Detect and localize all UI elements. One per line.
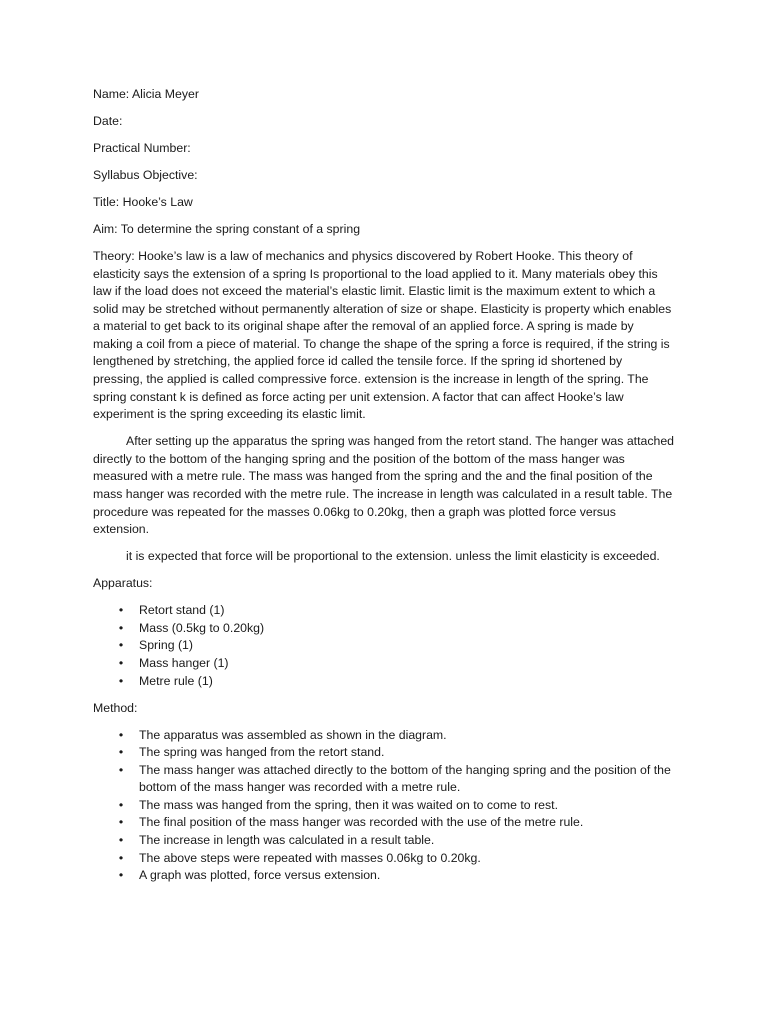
method-step [93, 814, 675, 832]
method-step-text: A graph was plotted, force versus extension. [139, 868, 381, 883]
bullet-icon: • [118, 655, 124, 670]
apparatus-item [93, 620, 675, 638]
method-step-text: The spring was hanged from the retort stand. [139, 745, 385, 760]
method-step [93, 797, 675, 815]
method-step-text: The apparatus was assembled as shown in the diagram. [139, 727, 447, 742]
method-step-text: The increase in length was calculated in a result table. [139, 833, 435, 848]
bullet-icon: • [118, 745, 124, 760]
apparatus-item-text: Spring (1) [139, 638, 193, 653]
procedure-paragraph: After setting up the apparatus the spring was hanged from the retort stand. The hanger was attached directly to the bottom of the hanging spring and the position of the bottom of the mass hanger was measured with a metre rule. The mass was hanged from the spring and the and the final position of the mass hanger was recorded with the metre rule. The increase in length was calculated in a result table. The procedure was repeated for the masses 0.06kg to 0.20kg, then a graph was plotted force versus extension. [93, 434, 675, 537]
bullet-icon: • [118, 638, 124, 653]
method-list [93, 727, 675, 885]
expectation-paragraph: it is expected that force will be proportional to the extension. unless the limit elasticity is exceeded. [126, 549, 660, 564]
method-step [93, 832, 675, 850]
bullet-icon: • [118, 850, 124, 865]
title-field: Title: Hooke’s Law [93, 194, 193, 209]
bullet-icon: • [118, 620, 124, 635]
apparatus-item [93, 637, 675, 655]
apparatus-item [93, 673, 675, 691]
apparatus-list [93, 602, 675, 690]
method-step-text: The above steps were repeated with masses 0.06kg to 0.20kg. [139, 850, 481, 865]
date-field: Date: [93, 113, 123, 128]
document-page [93, 86, 675, 894]
bullet-icon: • [118, 673, 124, 688]
method-heading: Method: [93, 700, 138, 715]
apparatus-item-text: Mass (0.5kg to 0.20kg) [139, 620, 265, 635]
method-step-text: The mass hanger was attached directly to the bottom of the hanging spring and the position of the bottom of the mass hanger was recorded with a metre rule. [139, 762, 671, 795]
name-field: Name: Alicia Meyer [93, 87, 199, 101]
bullet-icon: • [118, 603, 124, 618]
method-step [93, 744, 675, 762]
method-step-text: The final position of the mass hanger was recorded with the use of the metre rule. [139, 815, 584, 830]
method-step [93, 762, 675, 797]
theory-paragraph: Theory: Hooke’s law is a law of mechanics and physics discovered by Robert Hooke. This theory of elasticity says the extension of a spring Is proportional to the load applied to it. Many materials obey this law if the load does not exceed the material’s elastic limit. Elastic limit is the maximum extent to which a solid may be stretched without permanently alteration of size or shape. Elasticity is property which enables a material to get back to its original shape after the removal of an applied force. A spring is made by making a coil from a piece of material. To change the shape of the spring a force is required, if the string is lengthened by stretching, the applied force id called the tensile force. If the spring id shortened by pressing, the applied is called compressive force. extension is the increase in length of the spring. The spring constant k is defined as force acting per unit extension. A factor that can affect Hooke’s law experiment is the spring exceeding its elastic limit. [93, 248, 672, 422]
apparatus-item [93, 602, 675, 620]
method-step [93, 727, 675, 745]
bullet-icon: • [118, 815, 124, 830]
bullet-icon: • [118, 868, 124, 883]
method-step [93, 850, 675, 868]
bullet-icon: • [118, 797, 124, 812]
apparatus-item-text: Retort stand (1) [139, 603, 225, 618]
bullet-icon: • [118, 833, 124, 848]
syllabus-objective-field: Syllabus Objective: [93, 167, 198, 182]
method-step-text: The mass was hanged from the spring, then it was waited on to come to rest. [139, 797, 558, 812]
bullet-icon: • [118, 727, 124, 742]
apparatus-item-text: Metre rule (1) [139, 673, 213, 688]
method-step [93, 867, 675, 885]
apparatus-item-text: Mass hanger (1) [139, 655, 229, 670]
practical-number-field: Practical Number: [93, 140, 191, 155]
aim-field: Aim: To determine the spring constant of a spring [93, 221, 361, 236]
bullet-icon: • [118, 762, 124, 777]
apparatus-heading: Apparatus: [93, 576, 153, 591]
apparatus-item [93, 655, 675, 673]
